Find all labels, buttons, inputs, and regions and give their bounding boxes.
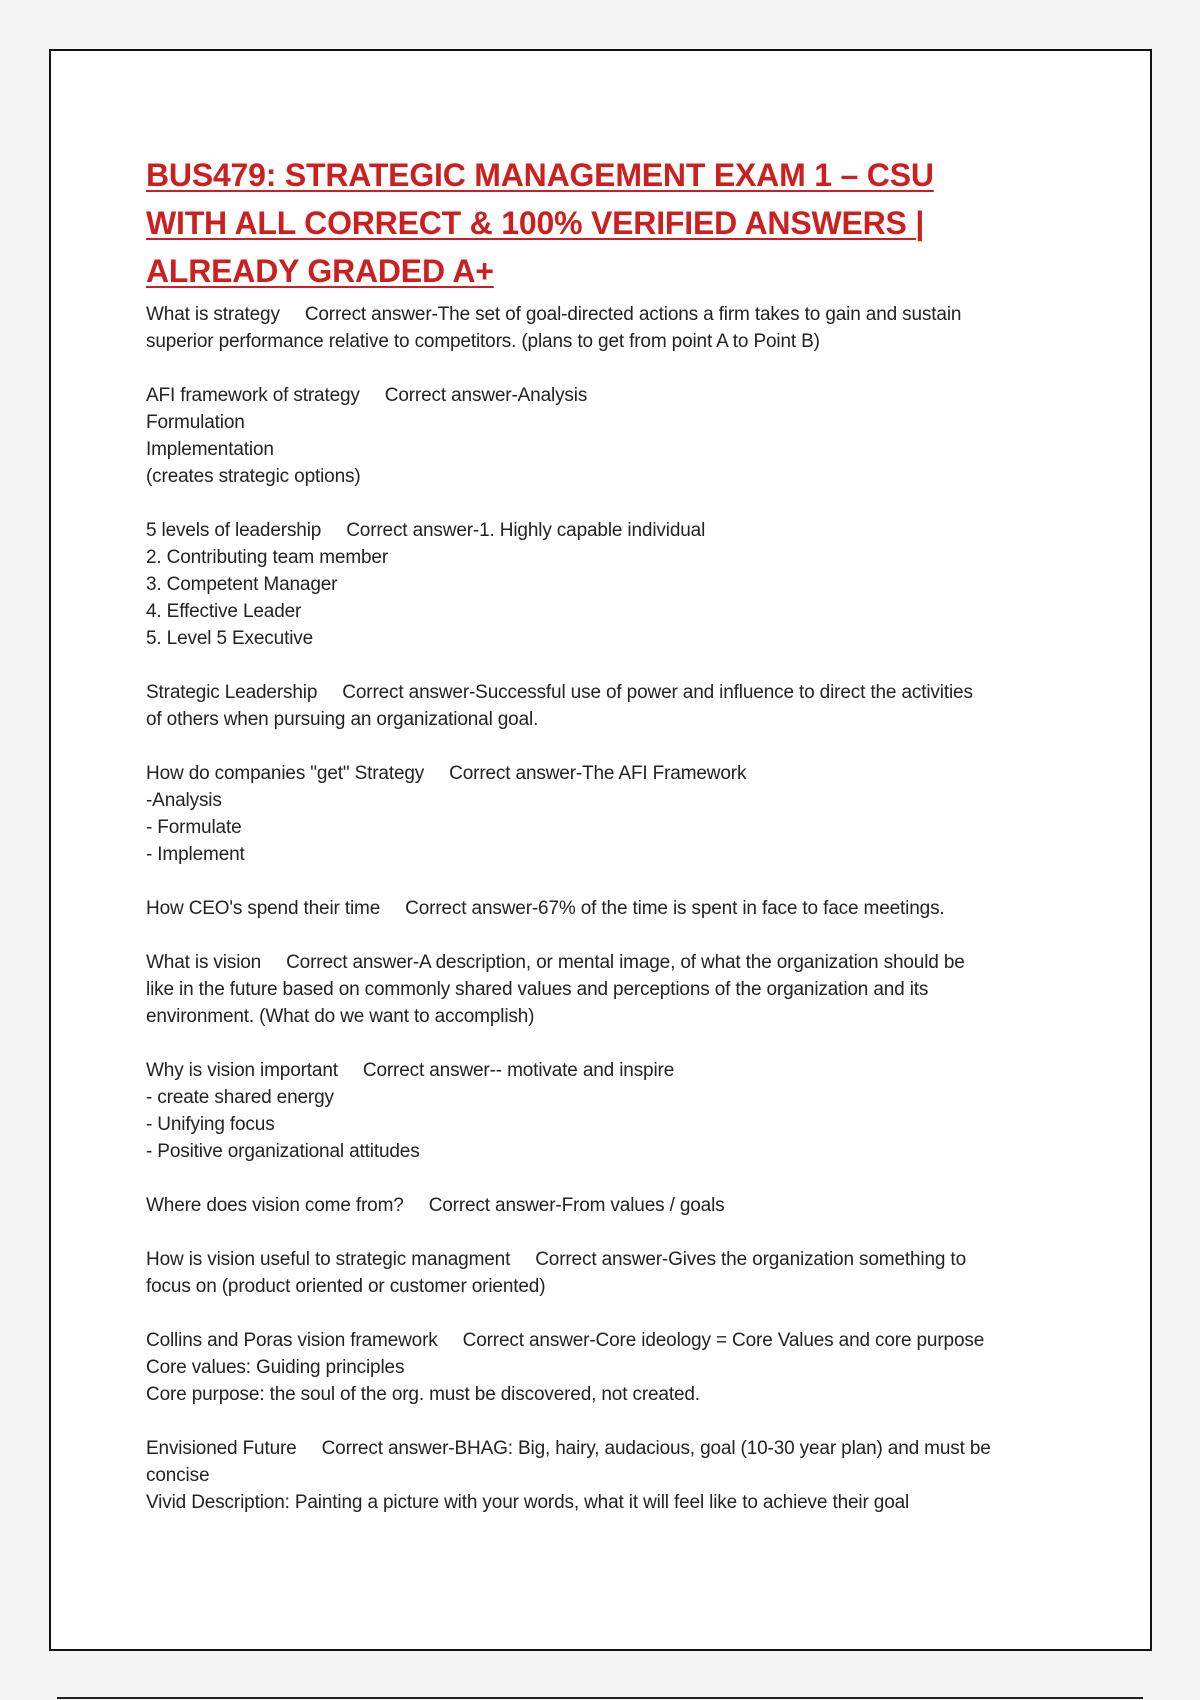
answer-text: Correct answer-1. Highly capable individual [346,520,706,541]
qa-entry [146,1327,1106,1408]
answer-continuation: concise [146,1465,210,1486]
question-text: Collins and Poras vision framework [146,1330,438,1351]
next-page-edge [57,1697,1143,1699]
qa-entry [146,1057,1106,1165]
answer-continuation: Core purpose: the soul of the org. must be discovered, not created. [146,1384,700,1405]
question-text: 5 levels of leadership [146,520,322,541]
qa-first-line [146,679,1106,706]
answer-continuation: Core values: Guiding principles [146,1357,405,1378]
qa-first-line [146,517,1106,544]
answer-continuation: - Formulate [146,817,242,838]
question-text: How CEO's spend their time [146,898,381,919]
answer-continuation: focus on (product oriented or customer oriented) [146,1276,546,1297]
answer-text: Correct answer-Core ideology = Core Values and core purpose [462,1330,985,1351]
qa-first-line [146,301,1106,328]
answer-text: Correct answer-Gives the organization something to [535,1249,966,1270]
answer-text: Correct answer-A description, or mental image, of what the organization should be [286,952,965,973]
question-text: Strategic Leadership [146,682,318,703]
answer-continuation: 2. Contributing team member [146,547,389,568]
qa-entry [146,949,1106,1030]
question-text: How is vision useful to strategic managment [146,1249,511,1270]
qa-entry [146,895,1106,922]
qa-entry [146,382,1106,490]
answer-continuation: 4. Effective Leader [146,601,302,622]
question-text: Envisioned Future [146,1438,297,1459]
qa-first-line [146,1057,1106,1084]
qa-entry [146,760,1106,868]
answer-continuation: like in the future based on commonly shared values and perceptions of the organization and its [146,979,929,1000]
answer-continuation: superior performance relative to competitors. (plans to get from point A to Point B) [146,331,820,352]
answer-text: Correct answer-- motivate and inspire [362,1060,675,1081]
title-line: WITH ALL CORRECT & 100% VERIFIED ANSWERS | [146,205,925,241]
answer-continuation: Implementation [146,439,274,460]
qa-first-line [146,949,1106,976]
qa-entry [146,1435,1106,1516]
qa-first-line [146,1327,1106,1354]
document-content [146,151,1106,1543]
qa-first-line [146,1435,1106,1462]
qa-entry [146,517,1106,652]
qa-entry [146,301,1106,355]
answer-continuation: 5. Level 5 Executive [146,628,314,649]
question-text: What is strategy [146,304,280,325]
answer-continuation: -Analysis [146,790,222,811]
answer-text: Correct answer-The set of goal-directed actions a firm takes to gain and sustain [304,304,962,325]
answer-continuation: Vivid Description: Painting a picture with your words, what it will feel like to achieve their goal [146,1492,910,1513]
qa-entry [146,679,1106,733]
answer-continuation: of others when pursuing an organizational goal. [146,709,539,730]
answer-text: Correct answer-From values / goals [428,1195,725,1216]
answer-continuation: (creates strategic options) [146,466,361,487]
document-page [49,49,1152,1651]
question-text: Where does vision come from? [146,1195,404,1216]
document-title [146,151,1106,295]
answer-text: Correct answer-67% of the time is spent in face to face meetings. [405,898,945,919]
question-text: How do companies "get" Strategy [146,763,425,784]
qa-first-line [146,760,1106,787]
answer-continuation: - create shared energy [146,1087,334,1108]
answer-text: Correct answer-BHAG: Big, hairy, audacious, goal (10-30 year plan) and must be [321,1438,991,1459]
answer-continuation: - Positive organizational attitudes [146,1141,420,1162]
answer-text: Correct answer-Analysis [384,385,588,406]
question-text: Why is vision important [146,1060,338,1081]
qa-first-line [146,1192,1106,1219]
answer-text: Correct answer-Successful use of power and influence to direct the activities [342,682,973,703]
qa-first-line [146,895,1106,922]
answer-continuation: 3. Competent Manager [146,574,338,595]
answer-continuation: - Implement [146,844,245,865]
title-line: BUS479: STRATEGIC MANAGEMENT EXAM 1 – CSU [146,157,934,193]
qa-first-line [146,382,1106,409]
question-text: AFI framework of strategy [146,385,360,406]
answer-continuation: environment. (What do we want to accomplish) [146,1006,535,1027]
answer-text: Correct answer-The AFI Framework [449,763,747,784]
answer-continuation: - Unifying focus [146,1114,275,1135]
question-text: What is vision [146,952,262,973]
title-line: ALREADY GRADED A+ [146,253,494,289]
qa-entry [146,1192,1106,1219]
qa-first-line [146,1246,1106,1273]
qa-entry [146,1246,1106,1300]
answer-continuation: Formulation [146,412,245,433]
